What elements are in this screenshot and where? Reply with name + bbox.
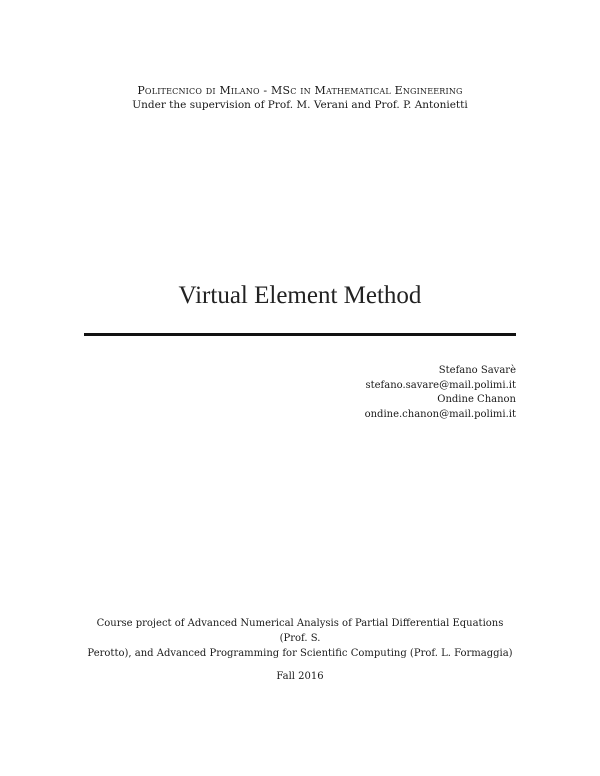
supervision-line: Under the supervision of Prof. M. Verani and Prof. P. Antonietti [132, 99, 468, 111]
author-block [365, 364, 516, 422]
document-date: Fall 2016 [276, 671, 324, 682]
institution-line: Politecnico di Milano - MSc in Mathematical Engineering [137, 84, 463, 97]
document-title: Virtual Element Method [178, 282, 422, 309]
author-email: ondine.chanon@mail.polimi.it [364, 408, 516, 420]
title-rule [84, 333, 516, 336]
course-line: Perotto), and Advanced Programming for Scientific Computing (Prof. L. Formaggia) [87, 648, 513, 659]
author-name: Ondine Chanon [437, 394, 516, 405]
course-line: Course project of Advanced Numerical Analysis of Partial Differential Equations (Prof. S. [96, 618, 504, 644]
course-description [84, 616, 516, 661]
author-email: stefano.savare@mail.polimi.it [365, 379, 516, 391]
author-name: Stefano Savarè [438, 365, 516, 376]
